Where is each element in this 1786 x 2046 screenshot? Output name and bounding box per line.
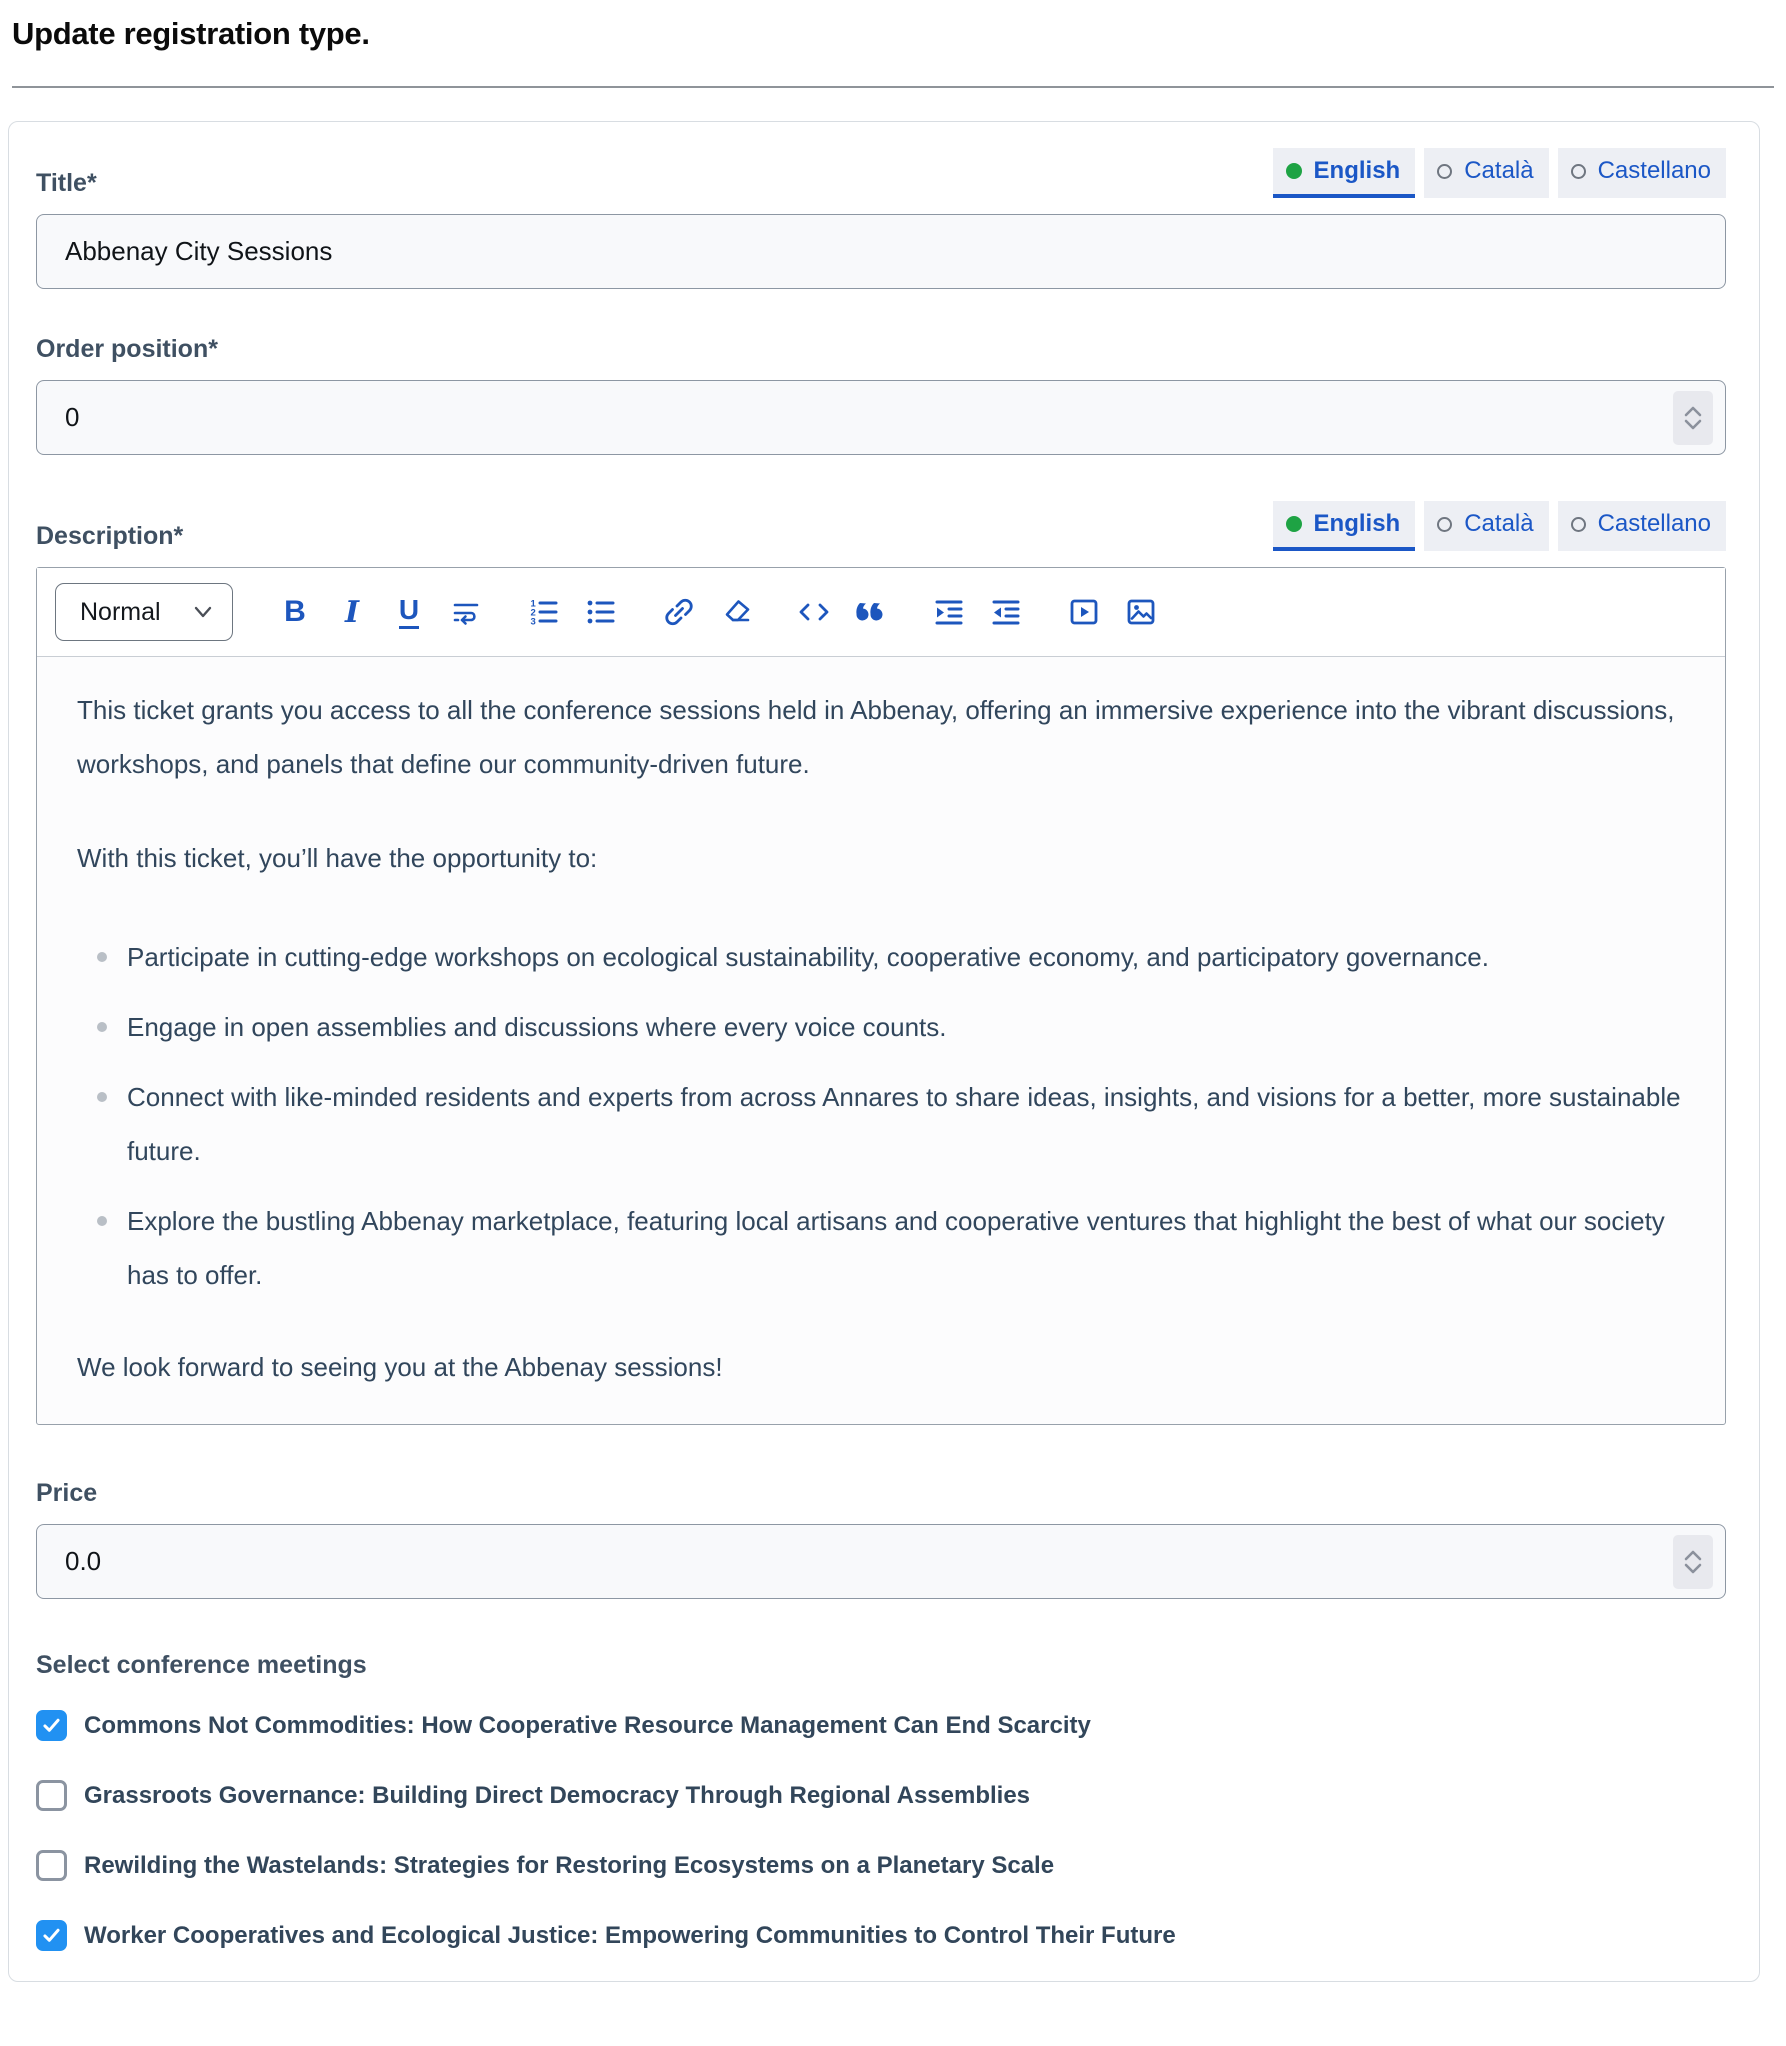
title-language-tabs	[1273, 148, 1726, 198]
number-stepper[interactable]	[1673, 391, 1713, 445]
description-bullet: Explore the bustling Abbenay marketplace, featuring local artisans and cooperative ventures that highlight the best of what our society has to offer.	[127, 1194, 1685, 1302]
meeting-row[interactable]	[36, 1920, 1726, 1951]
number-stepper[interactable]	[1673, 1535, 1713, 1589]
bullet-list-icon[interactable]	[585, 596, 617, 628]
svg-text:1: 1	[530, 598, 536, 610]
svg-text:3: 3	[530, 616, 536, 627]
language-selected-dot-icon	[1286, 516, 1302, 532]
description-bullet: Connect with like-minded residents and experts from across Annares to share ideas, insights, and visions for a better, more sustainable future.	[127, 1070, 1685, 1178]
checkbox-icon[interactable]	[36, 1850, 67, 1881]
meeting-label: Rewilding the Wastelands: Strategies for Restoring Ecosystems on a Planetary Scale	[84, 1852, 1055, 1879]
price-label: Price	[36, 1479, 98, 1507]
checkbox-icon[interactable]	[36, 1920, 67, 1951]
language-tab-label: Castellano	[1597, 157, 1711, 184]
price-input[interactable]	[36, 1524, 1726, 1599]
blockquote-icon[interactable]	[855, 596, 887, 628]
language-tab-castellano[interactable]	[1558, 148, 1726, 198]
title-label: Title*	[36, 169, 97, 197]
editor-toolbar	[37, 568, 1725, 657]
meeting-row[interactable]	[36, 1780, 1726, 1811]
format-select-value: Normal	[80, 597, 161, 626]
image-icon[interactable]	[1125, 596, 1157, 628]
price-label-row	[36, 1479, 1726, 1508]
price-section	[36, 1479, 1726, 1599]
clean-format-icon[interactable]	[720, 596, 752, 628]
description-label-row	[36, 501, 1726, 551]
language-tab-label: English	[1313, 510, 1401, 537]
page-header	[0, 0, 1786, 52]
language-radio-icon	[1571, 164, 1586, 179]
language-tab-label: Català	[1464, 157, 1534, 184]
description-section	[36, 501, 1726, 1425]
description-bullet-list	[77, 930, 1685, 1302]
chevron-down-icon	[192, 605, 214, 619]
bold-icon[interactable]: B	[284, 595, 306, 628]
title-input-wrap	[36, 214, 1726, 289]
language-radio-icon	[1437, 517, 1452, 532]
indent-icon[interactable]	[933, 596, 965, 628]
language-tab-castellano[interactable]	[1558, 501, 1726, 551]
underline-icon[interactable]: U	[393, 596, 425, 628]
description-language-tabs	[1273, 501, 1726, 551]
chevron-down-icon	[1683, 1563, 1703, 1575]
toolbar-group-indent	[933, 596, 1022, 628]
toolbar-group-link	[663, 596, 752, 628]
checkbox-icon[interactable]	[36, 1710, 67, 1741]
svg-text:2: 2	[530, 607, 536, 619]
toolbar-group-code-quote	[798, 596, 887, 628]
meetings-section-label: Select conference meetings	[36, 1651, 367, 1679]
header-divider	[12, 86, 1774, 88]
toolbar-group-media	[1068, 596, 1157, 628]
check-icon	[41, 1925, 62, 1946]
order-position-section	[36, 335, 1726, 455]
link-icon[interactable]	[663, 596, 695, 628]
chevron-up-icon	[1683, 1549, 1703, 1561]
language-selected-dot-icon	[1286, 163, 1302, 179]
toolbar-group-lists	[528, 596, 617, 628]
language-radio-icon	[1571, 517, 1586, 532]
description-bullet: Participate in cutting-edge workshops on ecological sustainability, cooperative economy, and participatory governance.	[127, 930, 1685, 984]
title-input[interactable]	[36, 214, 1726, 289]
description-paragraph: This ticket grants you access to all the conference sessions held in Abbenay, offering an immersive experience into the vibrant discussions, workshops, and panels that define our community-driven future.	[77, 695, 1675, 779]
page-title: Update registration type.	[12, 16, 370, 51]
video-icon[interactable]	[1068, 596, 1100, 628]
language-tab-label: English	[1313, 157, 1401, 184]
meeting-label: Worker Cooperatives and Ecological Justice: Empowering Communities to Control Their Future	[84, 1922, 1176, 1949]
toolbar-group-inline	[279, 593, 482, 630]
description-paragraph: With this ticket, you’ll have the opportunity to:	[77, 843, 598, 873]
order-position-input-wrap	[36, 380, 1726, 455]
price-input-wrap	[36, 1524, 1726, 1599]
meeting-checkbox-list	[36, 1710, 1726, 1951]
language-tab-english[interactable]	[1273, 501, 1416, 551]
meeting-label: Commons Not Commodities: How Cooperative Resource Management Can End Scarcity	[84, 1712, 1091, 1739]
language-radio-icon	[1437, 164, 1452, 179]
text-wrap-icon[interactable]	[450, 596, 482, 628]
order-position-label: Order position*	[36, 335, 218, 363]
code-icon[interactable]	[798, 596, 830, 628]
checkbox-icon[interactable]	[36, 1780, 67, 1811]
meeting-row[interactable]	[36, 1850, 1726, 1881]
language-tab-label: Català	[1464, 510, 1534, 537]
check-icon	[41, 1715, 62, 1736]
paragraph-format-select[interactable]	[55, 583, 233, 641]
outdent-icon[interactable]	[990, 596, 1022, 628]
description-editor-content[interactable]	[37, 657, 1725, 1424]
language-tab-catala[interactable]	[1424, 501, 1548, 551]
order-position-label-row	[36, 335, 1726, 364]
language-tab-english[interactable]	[1273, 148, 1416, 198]
language-tab-catala[interactable]	[1424, 148, 1548, 198]
order-position-input[interactable]	[36, 380, 1726, 455]
description-bullet: Engage in open assemblies and discussions where every voice counts.	[127, 1000, 1685, 1054]
rich-text-editor	[36, 567, 1726, 1425]
description-label: Description*	[36, 522, 184, 550]
description-paragraph: We look forward to seeing you at the Abbenay sessions!	[77, 1352, 723, 1382]
italic-icon[interactable]: I	[344, 594, 360, 630]
registration-form-card	[8, 121, 1760, 1982]
chevron-up-icon	[1683, 405, 1703, 417]
chevron-down-icon	[1683, 419, 1703, 431]
meeting-row[interactable]	[36, 1710, 1726, 1741]
ordered-list-icon[interactable]	[528, 596, 560, 628]
language-tab-label: Castellano	[1597, 510, 1711, 537]
title-label-row	[36, 148, 1726, 198]
meeting-label: Grassroots Governance: Building Direct Democracy Through Regional Assemblies	[84, 1782, 1031, 1809]
